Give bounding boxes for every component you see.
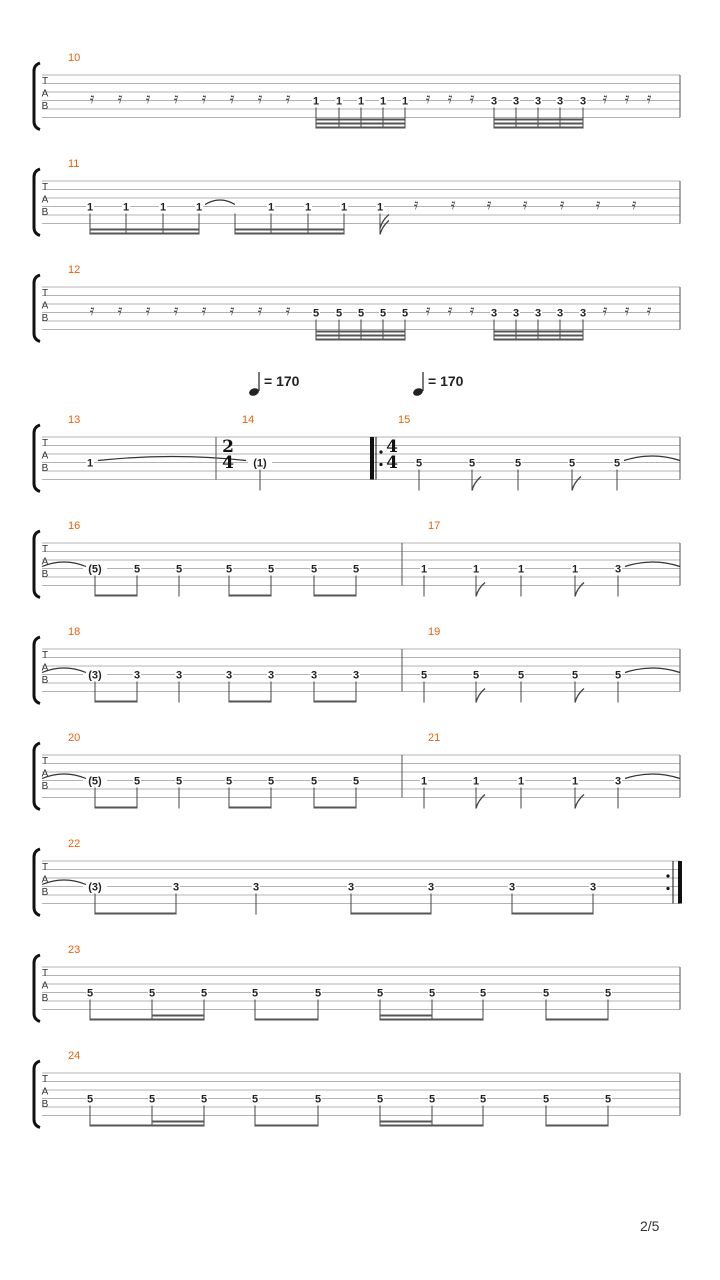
fret-number: 3 xyxy=(490,307,498,320)
tab-clef-letter: B xyxy=(41,887,49,898)
tie-arc xyxy=(42,562,86,567)
fret-number: 5 xyxy=(479,987,487,1000)
measure-number: 18 xyxy=(68,626,81,638)
measure-number: 12 xyxy=(68,264,81,276)
beam xyxy=(494,119,583,121)
time-signature-top: 4 xyxy=(386,437,398,457)
system-bracket xyxy=(34,425,40,492)
measure-number: 20 xyxy=(68,732,81,744)
fret-number: 5 xyxy=(352,775,360,788)
measure-number: 24 xyxy=(68,1050,81,1062)
fret-number: 5 xyxy=(613,457,621,470)
fret-number: (5) xyxy=(88,563,102,576)
fret-number: 5 xyxy=(542,1093,550,1106)
fret-number: 5 xyxy=(200,987,208,1000)
fret-number: 1 xyxy=(340,201,348,214)
fret-number: 5 xyxy=(415,457,423,470)
tab-clef-letter: A xyxy=(41,556,49,568)
fret-number: 3 xyxy=(556,307,564,320)
tab-clef-letter: B xyxy=(41,101,49,112)
tie-arc xyxy=(625,562,680,567)
rest-sixteenth: 𝄿 xyxy=(145,301,151,319)
fret-number: 5 xyxy=(175,775,183,788)
rest-sixteenth: 𝄿 xyxy=(229,89,235,107)
tie-arc xyxy=(42,880,86,885)
beam xyxy=(494,335,583,337)
fret-number: 1 xyxy=(357,95,365,108)
fret-number: 1 xyxy=(517,775,525,788)
rest-sixteenth: 𝄿 xyxy=(117,301,123,319)
rest-sixteenth: 𝄿 xyxy=(425,301,431,319)
rest-sixteenth: 𝄿 xyxy=(201,89,207,107)
fret-number: 5 xyxy=(251,1093,259,1106)
rest-sixteenth: 𝄿 xyxy=(425,89,431,107)
fret-number: 5 xyxy=(376,987,384,1000)
fret-number: 5 xyxy=(614,669,622,682)
fret-number: 5 xyxy=(352,563,360,576)
rest-sixteenth: 𝄿 xyxy=(486,195,492,213)
fret-number: (3) xyxy=(88,669,102,682)
fret-number: 3 xyxy=(490,95,498,108)
fret-number: 5 xyxy=(568,457,576,470)
fret-number: 3 xyxy=(172,881,180,894)
measure-number: 17 xyxy=(428,520,441,532)
fret-number: 3 xyxy=(579,307,587,320)
tab-clef-letter: B xyxy=(41,463,49,474)
system-bracket xyxy=(34,637,40,704)
beam xyxy=(255,1125,318,1127)
measure xyxy=(402,520,680,597)
beam xyxy=(316,127,405,129)
measure xyxy=(42,626,360,703)
beam xyxy=(229,807,271,809)
beam xyxy=(90,229,199,231)
rest-sixteenth: 𝄿 xyxy=(117,89,123,107)
rest-sixteenth: 𝄿 xyxy=(257,89,263,107)
tab-clef-letter: B xyxy=(41,1099,49,1110)
fret-number: 5 xyxy=(225,563,233,576)
tab-clef-letter: A xyxy=(41,662,49,674)
fret-number: 5 xyxy=(376,1093,384,1106)
beam-secondary xyxy=(152,1121,204,1123)
beam-secondary xyxy=(152,1015,204,1017)
measure-number: 16 xyxy=(68,520,81,532)
tab-system xyxy=(34,414,680,492)
measure-number: 19 xyxy=(428,626,441,638)
fret-number: 1 xyxy=(312,95,320,108)
fret-number: 3 xyxy=(427,881,435,894)
system-bracket xyxy=(34,275,40,342)
fret-number: 3 xyxy=(556,95,564,108)
tab-clef-letter: T xyxy=(41,650,49,661)
tab-system xyxy=(34,838,682,916)
measure xyxy=(68,1050,612,1127)
tab-system xyxy=(34,626,680,704)
fret-number: 5 xyxy=(312,307,320,320)
rest-sixteenth: 𝄿 xyxy=(285,89,291,107)
beam xyxy=(90,1019,204,1021)
time-signature-bottom: 4 xyxy=(222,453,234,473)
tab-clef-letter: T xyxy=(41,1074,49,1085)
quarter-note-icon xyxy=(412,387,424,397)
tie-arc xyxy=(42,668,86,673)
fret-number: 1 xyxy=(122,201,130,214)
beam xyxy=(95,807,137,809)
beam xyxy=(380,1019,483,1021)
measure xyxy=(68,264,652,341)
beam xyxy=(512,913,593,915)
fret-number: 3 xyxy=(579,95,587,108)
quarter-note-icon xyxy=(248,387,260,397)
fret-number: 5 xyxy=(314,1093,322,1106)
tab-clef-letter: T xyxy=(41,288,49,299)
tempo-mark xyxy=(412,372,464,397)
rest-sixteenth: 𝄿 xyxy=(646,89,652,107)
measure xyxy=(216,414,272,491)
time-signature-top: 2 xyxy=(222,437,234,457)
tab-clef-letter: A xyxy=(41,1086,49,1098)
note-flag xyxy=(476,689,485,703)
beam xyxy=(95,913,176,915)
beam xyxy=(95,595,137,597)
measure xyxy=(370,414,680,491)
beam xyxy=(314,807,356,809)
beam xyxy=(95,701,137,703)
rest-sixteenth: 𝄿 xyxy=(285,301,291,319)
fret-number: 1 xyxy=(379,95,387,108)
tab-system xyxy=(34,520,680,598)
fret-number: 3 xyxy=(352,669,360,682)
beam xyxy=(316,331,405,333)
rest-sixteenth: 𝄿 xyxy=(469,89,475,107)
time-signature-bottom: 4 xyxy=(386,453,398,473)
fret-number: (1) xyxy=(253,457,267,470)
fret-number: 5 xyxy=(267,563,275,576)
fret-number: 1 xyxy=(267,201,275,214)
rest-sixteenth: 𝄿 xyxy=(595,195,601,213)
beam xyxy=(316,119,405,121)
fret-number: 3 xyxy=(508,881,516,894)
beam xyxy=(316,123,405,125)
tie-arc xyxy=(205,200,235,205)
beam-secondary xyxy=(380,1015,432,1017)
note-flag xyxy=(380,221,389,235)
tab-clef-letter: A xyxy=(41,88,49,100)
fret-number: 5 xyxy=(86,987,94,1000)
tie-arc xyxy=(42,774,86,779)
beam xyxy=(494,127,583,129)
fret-number: 5 xyxy=(379,307,387,320)
system-bracket xyxy=(34,63,40,130)
fret-number: 3 xyxy=(614,563,622,576)
fret-number: 1 xyxy=(472,563,480,576)
tab-clef-letter: A xyxy=(41,300,49,312)
tab-clef-letter: T xyxy=(41,438,49,449)
fret-number: 5 xyxy=(148,987,156,1000)
tab-system xyxy=(34,1050,680,1128)
fret-number: 5 xyxy=(420,669,428,682)
fret-number: 3 xyxy=(310,669,318,682)
fret-number: 1 xyxy=(401,95,409,108)
beam xyxy=(494,123,583,125)
repeat-thick-bar xyxy=(678,861,682,904)
note-flag xyxy=(575,583,584,597)
measure-number: 11 xyxy=(68,158,80,170)
fret-number: 3 xyxy=(133,669,141,682)
beam xyxy=(494,339,583,341)
fret-number: 3 xyxy=(225,669,233,682)
fret-number: 3 xyxy=(512,95,520,108)
beam xyxy=(235,229,344,231)
fret-number: 3 xyxy=(175,669,183,682)
beam xyxy=(90,1125,204,1127)
repeat-dot xyxy=(666,887,669,890)
fret-number: 1 xyxy=(86,457,94,470)
tab-system xyxy=(34,158,680,236)
tab-system xyxy=(34,944,680,1022)
beam-secondary xyxy=(380,1121,432,1123)
fret-number: 3 xyxy=(534,95,542,108)
fret-number: 1 xyxy=(420,775,428,788)
measure-number: 22 xyxy=(68,838,81,850)
fret-number: 5 xyxy=(428,1093,436,1106)
system-bracket xyxy=(34,169,40,236)
tempo-value: = 170 xyxy=(428,373,464,389)
tab-clef-letter: B xyxy=(41,993,49,1004)
note-flag xyxy=(476,795,485,809)
measure-number: 21 xyxy=(428,732,441,744)
rest-sixteenth: 𝄿 xyxy=(450,195,456,213)
beam xyxy=(316,335,405,337)
fret-number: 5 xyxy=(468,457,476,470)
repeat-dot xyxy=(666,874,669,877)
fret-number: 5 xyxy=(542,987,550,1000)
beam xyxy=(314,595,356,597)
fret-number: 5 xyxy=(86,1093,94,1106)
measure xyxy=(42,520,360,597)
tab-system xyxy=(34,52,680,130)
rest-sixteenth: 𝄿 xyxy=(624,301,630,319)
beam xyxy=(494,331,583,333)
fret-number: 5 xyxy=(133,775,141,788)
tab-system xyxy=(34,732,680,810)
fret-number: 5 xyxy=(604,1093,612,1106)
fret-number: 5 xyxy=(517,669,525,682)
fret-number: 1 xyxy=(472,775,480,788)
tab-clef-letter: B xyxy=(41,781,49,792)
tab-clef-letter: B xyxy=(41,675,49,686)
measure xyxy=(68,944,612,1021)
rest-sixteenth: 𝄿 xyxy=(602,301,608,319)
tab-clef-letter: T xyxy=(41,182,49,193)
measure xyxy=(402,626,680,703)
rest-sixteenth: 𝄿 xyxy=(447,301,453,319)
fret-number: 3 xyxy=(252,881,260,894)
tab-clef-letter: A xyxy=(41,194,49,206)
fret-number: 1 xyxy=(86,201,94,214)
measure-number: 14 xyxy=(242,414,255,426)
tab-clef-letter: A xyxy=(41,874,49,886)
beam xyxy=(546,1125,608,1127)
tempo-mark xyxy=(248,372,300,397)
rest-sixteenth: 𝄿 xyxy=(173,301,179,319)
rest-sixteenth: 𝄿 xyxy=(257,301,263,319)
fret-number: 5 xyxy=(401,307,409,320)
rest-sixteenth: 𝄿 xyxy=(447,89,453,107)
system-bracket xyxy=(34,849,40,916)
fret-number: 5 xyxy=(335,307,343,320)
page-number: 2/5 xyxy=(640,1218,660,1234)
fret-number: (5) xyxy=(88,775,102,788)
rest-sixteenth: 𝄿 xyxy=(145,89,151,107)
rest-sixteenth: 𝄿 xyxy=(173,89,179,107)
fret-number: 5 xyxy=(310,563,318,576)
fret-number: 5 xyxy=(310,775,318,788)
measure xyxy=(42,838,682,915)
fret-number: 1 xyxy=(571,775,579,788)
tab-clef-letter: B xyxy=(41,313,49,324)
fret-number: 1 xyxy=(195,201,203,214)
tab-clef-letter: T xyxy=(41,968,49,979)
tab-clef-letter: B xyxy=(41,207,49,218)
system-bracket xyxy=(34,1061,40,1128)
fret-number: (3) xyxy=(88,881,102,894)
tab-clef-letter: T xyxy=(41,756,49,767)
note-flag xyxy=(575,795,584,809)
measure xyxy=(42,732,360,809)
note-flag xyxy=(575,689,584,703)
beam xyxy=(229,701,271,703)
rest-sixteenth: 𝄿 xyxy=(469,301,475,319)
fret-number: 5 xyxy=(200,1093,208,1106)
fret-number: 5 xyxy=(251,987,259,1000)
fret-number: 1 xyxy=(159,201,167,214)
fret-number: 5 xyxy=(225,775,233,788)
rest-sixteenth: 𝄿 xyxy=(631,195,637,213)
system-bracket xyxy=(34,743,40,810)
rest-sixteenth: 𝄿 xyxy=(229,301,235,319)
fret-number: 5 xyxy=(148,1093,156,1106)
measure xyxy=(68,414,246,470)
rest-sixteenth: 𝄿 xyxy=(201,301,207,319)
tab-clef-letter: T xyxy=(41,544,49,555)
beam xyxy=(546,1019,608,1021)
fret-number: 5 xyxy=(571,669,579,682)
fret-number: 5 xyxy=(314,987,322,1000)
measure-number: 15 xyxy=(398,414,411,426)
rest-sixteenth: 𝄿 xyxy=(522,195,528,213)
rest-sixteenth: 𝄿 xyxy=(646,301,652,319)
repeat-thick-bar xyxy=(370,437,374,480)
fret-number: 3 xyxy=(534,307,542,320)
rest-sixteenth: 𝄿 xyxy=(413,195,419,213)
fret-number: 5 xyxy=(479,1093,487,1106)
beam xyxy=(380,1125,483,1127)
rest-sixteenth: 𝄿 xyxy=(602,89,608,107)
fret-number: 1 xyxy=(335,95,343,108)
fret-number: 3 xyxy=(267,669,275,682)
system-bracket xyxy=(34,955,40,1022)
tab-clef-letter: T xyxy=(41,862,49,873)
beam xyxy=(90,233,199,235)
tie-arc xyxy=(625,774,680,779)
fret-number: 3 xyxy=(347,881,355,894)
rest-sixteenth: 𝄿 xyxy=(89,89,95,107)
system-bracket xyxy=(34,531,40,598)
rest-sixteenth: 𝄿 xyxy=(89,301,95,319)
fret-number: 5 xyxy=(133,563,141,576)
measure xyxy=(402,732,680,809)
measure-number: 13 xyxy=(68,414,81,426)
rest-sixteenth: 𝄿 xyxy=(559,195,565,213)
fret-number: 1 xyxy=(517,563,525,576)
fret-number: 5 xyxy=(357,307,365,320)
note-flag xyxy=(472,477,481,491)
tie-arc xyxy=(625,668,680,673)
repeat-dot xyxy=(379,450,382,453)
beam xyxy=(351,913,431,915)
fret-number: 3 xyxy=(512,307,520,320)
tie-arc xyxy=(624,456,680,461)
tab-system xyxy=(34,264,680,342)
fret-number: 1 xyxy=(376,201,384,214)
tab-clef-letter: A xyxy=(41,768,49,780)
note-flag xyxy=(572,477,581,491)
measure xyxy=(68,52,652,129)
fret-number: 5 xyxy=(267,775,275,788)
fret-number: 3 xyxy=(589,881,597,894)
measure-number: 10 xyxy=(68,52,81,64)
tab-clef-letter: A xyxy=(41,450,49,462)
fret-number: 1 xyxy=(304,201,312,214)
fret-number: 5 xyxy=(604,987,612,1000)
fret-number: 3 xyxy=(614,775,622,788)
repeat-dot xyxy=(379,463,382,466)
fret-number: 5 xyxy=(514,457,522,470)
beam xyxy=(316,339,405,341)
fret-number: 5 xyxy=(428,987,436,1000)
measure xyxy=(68,158,637,235)
rest-sixteenth: 𝄿 xyxy=(624,89,630,107)
tab-clef-letter: B xyxy=(41,569,49,580)
fret-number: 1 xyxy=(571,563,579,576)
fret-number: 1 xyxy=(420,563,428,576)
fret-number: 5 xyxy=(472,669,480,682)
measure-number: 23 xyxy=(68,944,81,956)
note-flag xyxy=(476,583,485,597)
beam xyxy=(229,595,271,597)
tab-clef-letter: T xyxy=(41,76,49,87)
tab-clef-letter: A xyxy=(41,980,49,992)
beam xyxy=(255,1019,318,1021)
beam xyxy=(314,701,356,703)
tempo-value: = 170 xyxy=(264,373,300,389)
fret-number: 5 xyxy=(175,563,183,576)
beam xyxy=(235,233,344,235)
